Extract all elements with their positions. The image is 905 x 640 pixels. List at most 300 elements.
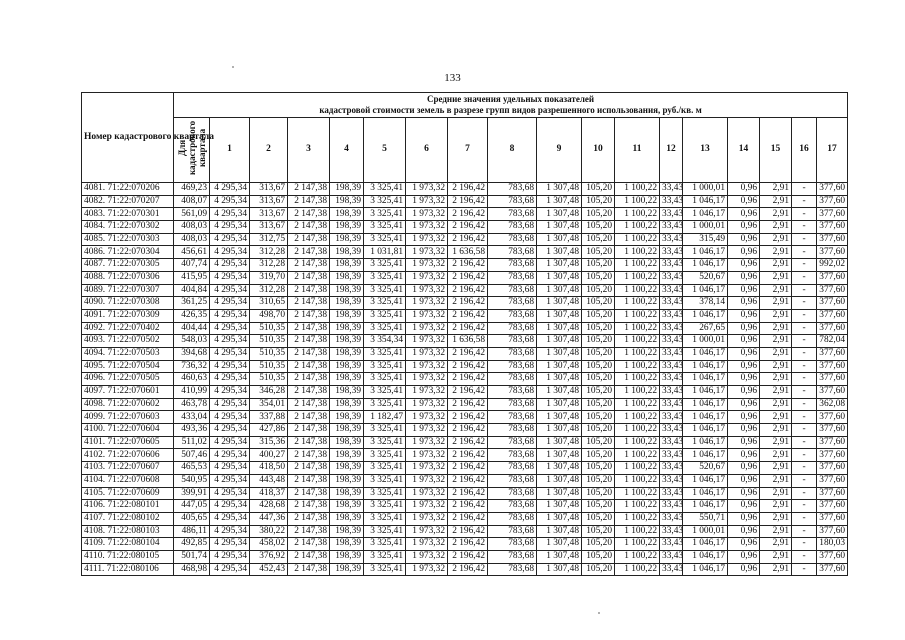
group-10-cell: 105,20	[582, 360, 615, 373]
group-7-cell: 2 196,42	[448, 449, 488, 462]
group-2-cell: 312,28	[250, 246, 288, 259]
group-16-cell: -	[792, 347, 817, 360]
group-11-cell: 1 100,22	[615, 398, 660, 411]
group-5-cell: 3 325,41	[364, 183, 406, 196]
table-row	[82, 411, 848, 424]
group-8-cell: 783,68	[488, 563, 537, 576]
group-6-cell: 1 973,32	[406, 284, 448, 297]
group-15-cell: 2,91	[760, 233, 792, 246]
page-number: 133	[444, 72, 461, 84]
group-4-cell: 198,39	[330, 322, 364, 335]
group-9-cell: 1 307,48	[537, 208, 582, 221]
group-11-cell: 1 100,22	[615, 386, 660, 399]
group-11-cell: 1 100,22	[615, 411, 660, 424]
group-8-cell: 783,68	[488, 284, 537, 297]
group-3-cell: 2 147,38	[288, 373, 330, 386]
group-3-cell: 2 147,38	[288, 550, 330, 563]
group-2-cell: 313,67	[250, 221, 288, 234]
table-row	[82, 360, 848, 373]
group-11-cell: 1 100,22	[615, 449, 660, 462]
header-group-6: 6	[406, 118, 448, 183]
group-6-cell: 1 973,32	[406, 462, 448, 475]
group-8-cell: 783,68	[488, 195, 537, 208]
group-6-cell: 1 973,32	[406, 347, 448, 360]
group-6-cell: 1 973,32	[406, 386, 448, 399]
group-4-cell: 198,39	[330, 373, 364, 386]
group-11-cell: 1 100,22	[615, 183, 660, 196]
group-9-cell: 1 307,48	[537, 563, 582, 576]
group-4-cell: 198,39	[330, 550, 364, 563]
group-2-cell: 458,02	[250, 538, 288, 551]
group-9-cell: 1 307,48	[537, 373, 582, 386]
group-16-cell: -	[792, 309, 817, 322]
quarter-number-cell: 4081. 71:22:070206	[82, 183, 174, 196]
group-10-cell: 105,20	[582, 309, 615, 322]
group-10-cell: 105,20	[582, 259, 615, 272]
group-1-cell: 4 295,34	[210, 360, 250, 373]
group-16-cell: -	[792, 538, 817, 551]
group-5-cell: 3 325,41	[364, 386, 406, 399]
group-10-cell: 105,20	[582, 322, 615, 335]
group-16-cell: -	[792, 360, 817, 373]
group-15-cell: 2,91	[760, 246, 792, 259]
group-4-cell: 198,39	[330, 436, 364, 449]
quarter-total-cell: 410,99	[174, 386, 210, 399]
header-group-17: 17	[817, 118, 848, 183]
group-3-cell: 2 147,38	[288, 462, 330, 475]
group-11-cell: 1 100,22	[615, 271, 660, 284]
group-7-cell: 2 196,42	[448, 233, 488, 246]
group-16-cell: -	[792, 424, 817, 437]
group-3-cell: 2 147,38	[288, 221, 330, 234]
group-17-cell: 377,60	[817, 322, 848, 335]
group-16-cell: -	[792, 398, 817, 411]
quarter-total-cell: 493,36	[174, 424, 210, 437]
group-3-cell: 2 147,38	[288, 424, 330, 437]
group-8-cell: 783,68	[488, 360, 537, 373]
group-3-cell: 2 147,38	[288, 398, 330, 411]
cadastral-value-table	[81, 92, 848, 576]
group-17-cell: 180,03	[817, 538, 848, 551]
group-17-cell: 377,60	[817, 271, 848, 284]
group-7-cell: 2 196,42	[448, 386, 488, 399]
group-15-cell: 2,91	[760, 563, 792, 576]
group-16-cell: -	[792, 246, 817, 259]
group-15-cell: 2,91	[760, 500, 792, 513]
group-11-cell: 1 100,22	[615, 322, 660, 335]
group-4-cell: 198,39	[330, 398, 364, 411]
group-6-cell: 1 973,32	[406, 474, 448, 487]
header-group-9: 9	[537, 118, 582, 183]
group-5-cell: 3 325,41	[364, 347, 406, 360]
quarter-number-cell: 4105. 71:22:070609	[82, 487, 174, 500]
group-16-cell: -	[792, 373, 817, 386]
group-3-cell: 2 147,38	[288, 183, 330, 196]
group-15-cell: 2,91	[760, 550, 792, 563]
group-17-cell: 782,04	[817, 335, 848, 348]
group-14-cell: 0,96	[728, 221, 760, 234]
group-12-cell: 33,43	[660, 373, 683, 386]
group-11-cell: 1 100,22	[615, 424, 660, 437]
group-17-cell: 377,60	[817, 284, 848, 297]
group-7-cell: 2 196,42	[448, 487, 488, 500]
group-14-cell: 0,96	[728, 208, 760, 221]
header-quarter-total-label: Для кадастрового квартала	[176, 121, 207, 176]
group-15-cell: 2,91	[760, 297, 792, 310]
group-12-cell: 33,43	[660, 424, 683, 437]
group-9-cell: 1 307,48	[537, 360, 582, 373]
group-1-cell: 4 295,34	[210, 297, 250, 310]
group-8-cell: 783,68	[488, 386, 537, 399]
group-12-cell: 33,43	[660, 474, 683, 487]
quarter-number-cell: 4098. 71:22:070602	[82, 398, 174, 411]
quarter-total-cell: 486,11	[174, 525, 210, 538]
group-9-cell: 1 307,48	[537, 259, 582, 272]
group-7-cell: 2 196,42	[448, 259, 488, 272]
group-15-cell: 2,91	[760, 335, 792, 348]
group-9-cell: 1 307,48	[537, 538, 582, 551]
group-10-cell: 105,20	[582, 233, 615, 246]
group-12-cell: 33,43	[660, 550, 683, 563]
group-5-cell: 3 325,41	[364, 195, 406, 208]
group-16-cell: -	[792, 322, 817, 335]
group-16-cell: -	[792, 449, 817, 462]
group-14-cell: 0,96	[728, 373, 760, 386]
group-16-cell: -	[792, 208, 817, 221]
group-15-cell: 2,91	[760, 474, 792, 487]
group-14-cell: 0,96	[728, 360, 760, 373]
group-7-cell: 2 196,42	[448, 424, 488, 437]
group-12-cell: 33,43	[660, 386, 683, 399]
group-4-cell: 198,39	[330, 474, 364, 487]
group-16-cell: -	[792, 550, 817, 563]
group-6-cell: 1 973,32	[406, 373, 448, 386]
quarter-number-cell: 4106. 71:22:080101	[82, 500, 174, 513]
group-1-cell: 4 295,34	[210, 550, 250, 563]
group-17-cell: 377,60	[817, 233, 848, 246]
group-8-cell: 783,68	[488, 271, 537, 284]
group-12-cell: 33,43	[660, 436, 683, 449]
group-1-cell: 4 295,34	[210, 487, 250, 500]
group-16-cell: -	[792, 195, 817, 208]
table-row	[82, 550, 848, 563]
group-8-cell: 783,68	[488, 424, 537, 437]
group-5-cell: 3 325,41	[364, 297, 406, 310]
group-15-cell: 2,91	[760, 347, 792, 360]
group-13-cell: 1 046,17	[683, 424, 728, 437]
group-15-cell: 2,91	[760, 411, 792, 424]
group-8-cell: 783,68	[488, 512, 537, 525]
group-7-cell: 2 196,42	[448, 347, 488, 360]
group-2-cell: 315,36	[250, 436, 288, 449]
group-14-cell: 0,96	[728, 424, 760, 437]
group-12-cell: 33,43	[660, 538, 683, 551]
group-10-cell: 105,20	[582, 373, 615, 386]
group-13-cell: 315,49	[683, 233, 728, 246]
group-6-cell: 1 973,32	[406, 436, 448, 449]
group-1-cell: 4 295,34	[210, 398, 250, 411]
group-6-cell: 1 973,32	[406, 538, 448, 551]
group-16-cell: -	[792, 233, 817, 246]
group-14-cell: 0,96	[728, 398, 760, 411]
group-2-cell: 337,88	[250, 411, 288, 424]
group-9-cell: 1 307,48	[537, 550, 582, 563]
group-10-cell: 105,20	[582, 424, 615, 437]
group-5-cell: 3 325,41	[364, 525, 406, 538]
group-10-cell: 105,20	[582, 500, 615, 513]
group-6-cell: 1 973,32	[406, 322, 448, 335]
quarter-total-cell: 407,74	[174, 259, 210, 272]
group-14-cell: 0,96	[728, 246, 760, 259]
group-7-cell: 1 636,58	[448, 335, 488, 348]
group-9-cell: 1 307,48	[537, 386, 582, 399]
group-12-cell: 33,43	[660, 563, 683, 576]
group-14-cell: 0,96	[728, 183, 760, 196]
group-15-cell: 2,91	[760, 221, 792, 234]
group-17-cell: 377,60	[817, 386, 848, 399]
table-row	[82, 538, 848, 551]
quarter-number-cell: 4089. 71:22:070307	[82, 284, 174, 297]
group-13-cell: 1 046,17	[683, 474, 728, 487]
group-3-cell: 2 147,38	[288, 309, 330, 322]
group-11-cell: 1 100,22	[615, 347, 660, 360]
group-15-cell: 2,91	[760, 322, 792, 335]
group-10-cell: 105,20	[582, 411, 615, 424]
table-row	[82, 436, 848, 449]
group-13-cell: 1 046,17	[683, 347, 728, 360]
table-row	[82, 195, 848, 208]
quarter-number-cell: 4084. 71:22:070302	[82, 221, 174, 234]
group-3-cell: 2 147,38	[288, 512, 330, 525]
group-13-cell: 1 046,17	[683, 284, 728, 297]
group-11-cell: 1 100,22	[615, 335, 660, 348]
group-5-cell: 3 325,41	[364, 284, 406, 297]
header-group-5: 5	[364, 118, 406, 183]
group-5-cell: 3 325,41	[364, 436, 406, 449]
group-16-cell: -	[792, 462, 817, 475]
group-4-cell: 198,39	[330, 297, 364, 310]
header-group-2: 2	[250, 118, 288, 183]
group-17-cell: 377,60	[817, 360, 848, 373]
group-3-cell: 2 147,38	[288, 538, 330, 551]
group-16-cell: -	[792, 487, 817, 500]
group-5-cell: 3 325,41	[364, 512, 406, 525]
group-8-cell: 783,68	[488, 550, 537, 563]
group-13-cell: 1 046,17	[683, 386, 728, 399]
group-1-cell: 4 295,34	[210, 436, 250, 449]
header-group-7: 7	[448, 118, 488, 183]
group-14-cell: 0,96	[728, 550, 760, 563]
group-2-cell: 418,37	[250, 487, 288, 500]
group-8-cell: 783,68	[488, 462, 537, 475]
group-11-cell: 1 100,22	[615, 563, 660, 576]
group-10-cell: 105,20	[582, 246, 615, 259]
quarter-total-cell: 408,03	[174, 233, 210, 246]
group-14-cell: 0,96	[728, 525, 760, 538]
group-6-cell: 1 973,32	[406, 550, 448, 563]
group-7-cell: 2 196,42	[448, 512, 488, 525]
quarter-number-cell: 4093. 71:22:070502	[82, 335, 174, 348]
group-8-cell: 783,68	[488, 335, 537, 348]
header-quarter-number: Номер кадастрового квартала	[82, 93, 174, 183]
group-5-cell: 3 325,41	[364, 474, 406, 487]
group-11-cell: 1 100,22	[615, 309, 660, 322]
group-16-cell: -	[792, 474, 817, 487]
group-2-cell: 313,67	[250, 208, 288, 221]
group-9-cell: 1 307,48	[537, 500, 582, 513]
group-1-cell: 4 295,34	[210, 271, 250, 284]
group-15-cell: 2,91	[760, 525, 792, 538]
group-5-cell: 3 325,41	[364, 500, 406, 513]
group-9-cell: 1 307,48	[537, 347, 582, 360]
quarter-total-cell: 408,07	[174, 195, 210, 208]
header-group-1: 1	[210, 118, 250, 183]
group-9-cell: 1 307,48	[537, 221, 582, 234]
group-12-cell: 33,43	[660, 487, 683, 500]
group-8-cell: 783,68	[488, 411, 537, 424]
group-13-cell: 1 046,17	[683, 398, 728, 411]
quarter-total-cell: 511,02	[174, 436, 210, 449]
group-10-cell: 105,20	[582, 195, 615, 208]
group-14-cell: 0,96	[728, 271, 760, 284]
group-12-cell: 33,43	[660, 360, 683, 373]
group-10-cell: 105,20	[582, 538, 615, 551]
group-12-cell: 33,43	[660, 309, 683, 322]
group-13-cell: 1 000,01	[683, 525, 728, 538]
group-13-cell: 1 046,17	[683, 411, 728, 424]
group-12-cell: 33,43	[660, 284, 683, 297]
group-17-cell: 377,60	[817, 195, 848, 208]
group-5-cell: 3 325,41	[364, 259, 406, 272]
group-3-cell: 2 147,38	[288, 474, 330, 487]
table-row	[82, 373, 848, 386]
group-3-cell: 2 147,38	[288, 386, 330, 399]
group-2-cell: 400,27	[250, 449, 288, 462]
group-17-cell: 377,60	[817, 297, 848, 310]
group-13-cell: 378,14	[683, 297, 728, 310]
group-7-cell: 2 196,42	[448, 500, 488, 513]
table-row	[82, 398, 848, 411]
header-title-line2: кадастровой стоимости земель в разрезе групп видов разрешенного использования, руб./кв. м	[319, 105, 702, 115]
quarter-total-cell: 463,78	[174, 398, 210, 411]
group-2-cell: 427,86	[250, 424, 288, 437]
table-row	[82, 462, 848, 475]
group-12-cell: 33,43	[660, 271, 683, 284]
group-11-cell: 1 100,22	[615, 525, 660, 538]
group-17-cell: 992,02	[817, 259, 848, 272]
group-2-cell: 418,50	[250, 462, 288, 475]
group-3-cell: 2 147,38	[288, 436, 330, 449]
group-15-cell: 2,91	[760, 512, 792, 525]
group-7-cell: 2 196,42	[448, 411, 488, 424]
group-6-cell: 1 973,32	[406, 512, 448, 525]
group-3-cell: 2 147,38	[288, 271, 330, 284]
group-15-cell: 2,91	[760, 538, 792, 551]
group-12-cell: 33,43	[660, 246, 683, 259]
group-2-cell: 452,43	[250, 563, 288, 576]
group-8-cell: 783,68	[488, 373, 537, 386]
group-7-cell: 2 196,42	[448, 373, 488, 386]
quarter-number-cell: 4100. 71:22:070604	[82, 424, 174, 437]
group-4-cell: 198,39	[330, 386, 364, 399]
group-6-cell: 1 973,32	[406, 398, 448, 411]
header-title-line1: Средние значения удельных показателей	[427, 94, 595, 104]
quarter-number-cell: 4111. 71:22:080106	[82, 563, 174, 576]
group-7-cell: 2 196,42	[448, 462, 488, 475]
group-16-cell: -	[792, 284, 817, 297]
quarter-number-cell: 4101. 71:22:070605	[82, 436, 174, 449]
group-1-cell: 4 295,34	[210, 309, 250, 322]
group-15-cell: 2,91	[760, 373, 792, 386]
group-9-cell: 1 307,48	[537, 449, 582, 462]
group-11-cell: 1 100,22	[615, 500, 660, 513]
group-4-cell: 198,39	[330, 221, 364, 234]
group-4-cell: 198,39	[330, 449, 364, 462]
quarter-number-cell: 4094. 71:22:070503	[82, 347, 174, 360]
group-3-cell: 2 147,38	[288, 208, 330, 221]
group-9-cell: 1 307,48	[537, 398, 582, 411]
group-4-cell: 198,39	[330, 208, 364, 221]
group-16-cell: -	[792, 386, 817, 399]
group-11-cell: 1 100,22	[615, 487, 660, 500]
group-1-cell: 4 295,34	[210, 335, 250, 348]
quarter-total-cell: 540,95	[174, 474, 210, 487]
group-9-cell: 1 307,48	[537, 474, 582, 487]
group-1-cell: 4 295,34	[210, 246, 250, 259]
group-4-cell: 198,39	[330, 360, 364, 373]
group-2-cell: 310,65	[250, 297, 288, 310]
group-7-cell: 2 196,42	[448, 183, 488, 196]
group-2-cell: 312,28	[250, 259, 288, 272]
group-16-cell: -	[792, 221, 817, 234]
group-6-cell: 1 973,32	[406, 449, 448, 462]
group-8-cell: 783,68	[488, 233, 537, 246]
group-2-cell: 312,75	[250, 233, 288, 246]
quarter-number-cell: 4104. 71:22:070608	[82, 474, 174, 487]
group-7-cell: 2 196,42	[448, 322, 488, 335]
group-16-cell: -	[792, 563, 817, 576]
group-4-cell: 198,39	[330, 259, 364, 272]
group-17-cell: 377,60	[817, 525, 848, 538]
group-9-cell: 1 307,48	[537, 233, 582, 246]
group-13-cell: 1 046,17	[683, 563, 728, 576]
table-row	[82, 449, 848, 462]
group-13-cell: 267,65	[683, 322, 728, 335]
group-17-cell: 377,60	[817, 436, 848, 449]
quarter-total-cell: 404,84	[174, 284, 210, 297]
group-6-cell: 1 973,32	[406, 525, 448, 538]
group-7-cell: 2 196,42	[448, 309, 488, 322]
group-3-cell: 2 147,38	[288, 195, 330, 208]
group-16-cell: -	[792, 512, 817, 525]
scan-speck	[598, 612, 600, 614]
group-10-cell: 105,20	[582, 183, 615, 196]
group-7-cell: 2 196,42	[448, 284, 488, 297]
quarter-number-cell: 4082. 71:22:070207	[82, 195, 174, 208]
table-row	[82, 284, 848, 297]
group-4-cell: 198,39	[330, 563, 364, 576]
group-6-cell: 1 973,32	[406, 563, 448, 576]
group-4-cell: 198,39	[330, 462, 364, 475]
group-9-cell: 1 307,48	[537, 424, 582, 437]
group-8-cell: 783,68	[488, 347, 537, 360]
group-10-cell: 105,20	[582, 297, 615, 310]
group-5-cell: 1 031,81	[364, 246, 406, 259]
table-row	[82, 322, 848, 335]
header-group-12: 12	[660, 118, 683, 183]
group-4-cell: 198,39	[330, 335, 364, 348]
group-5-cell: 3 325,41	[364, 487, 406, 500]
